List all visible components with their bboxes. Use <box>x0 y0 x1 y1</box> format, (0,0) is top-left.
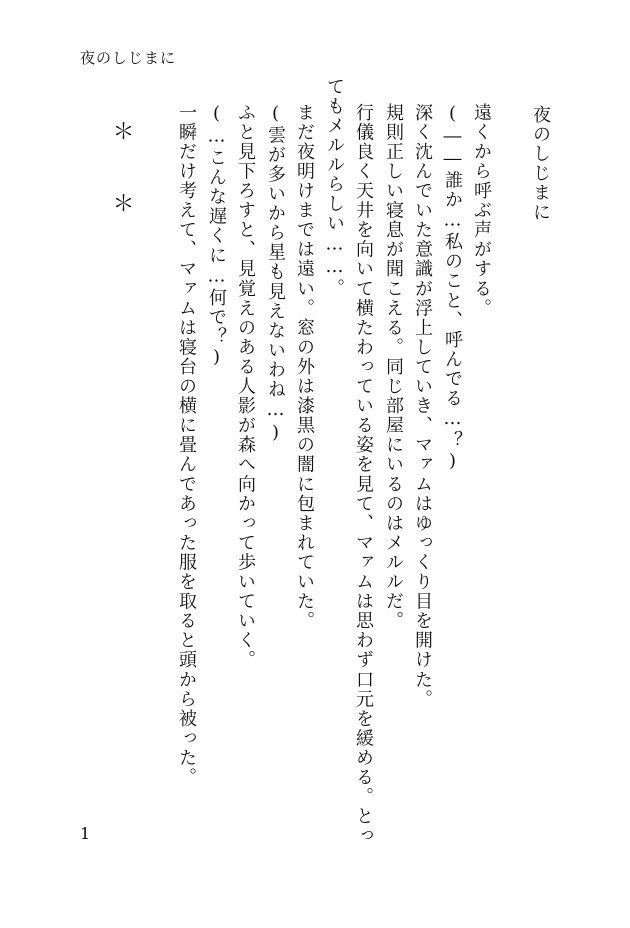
body-line: (雲が多いから星も見えないわね…) <box>265 103 286 445</box>
body-line: ふと見下ろすと、見覚えのある人影が森へ向かって歩いていく。 <box>235 103 256 670</box>
chapter-title: 夜のしじまに <box>530 105 551 223</box>
body-line: (…こんな遅くに…何で？) <box>206 103 227 370</box>
page-number: 1 <box>80 824 91 843</box>
running-header: 夜のしじまに <box>80 49 177 67</box>
body-line: 行儀良く天井を向いて横たわっている姿を見て、マァムは思わず口元を緩める。とっ <box>353 103 374 846</box>
body-line: 規則正しい寝息が聞こえる。同じ部屋にいるのはメルルだ。 <box>383 103 404 631</box>
body-line: 遠くから呼ぶ声がする。 <box>471 103 492 319</box>
body-line: 深く沈んでいた意識が浮上していき、マァムはゆっくり目を開けた。 <box>412 103 433 710</box>
body-line: (――誰か…私のこと、呼んでる…？) <box>442 103 463 473</box>
body-line: まだ夜明けまでは遠い。窓の外は漆黒の闇に包まれていた。 <box>294 103 315 631</box>
body-line: 一瞬だけ考えて、マァムは寝台の横に畳んであった服を取ると頭から被った。 <box>176 103 197 788</box>
body-line: てもメルルらしい……。 <box>324 77 345 299</box>
scene-break: ＊＊ <box>109 120 134 264</box>
